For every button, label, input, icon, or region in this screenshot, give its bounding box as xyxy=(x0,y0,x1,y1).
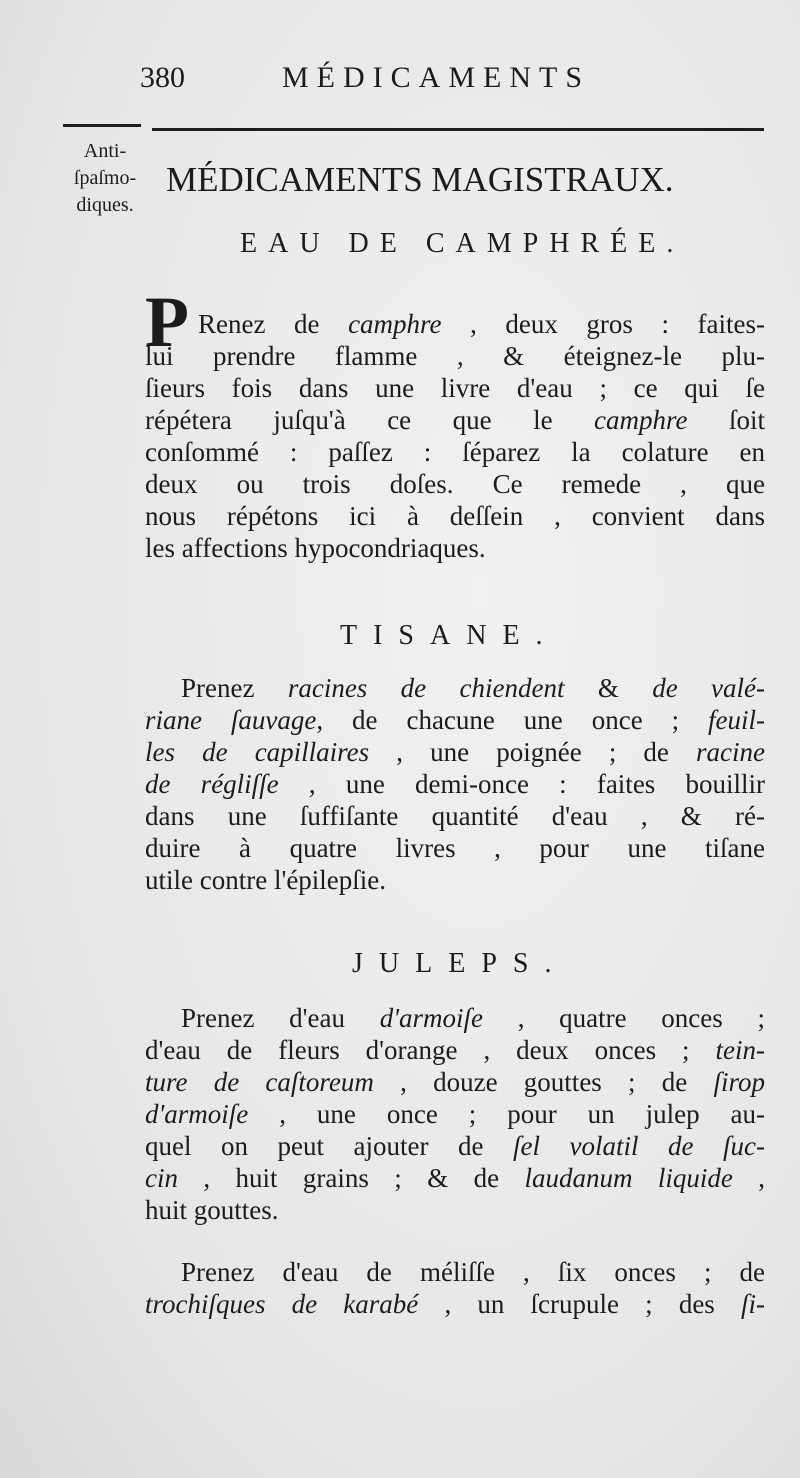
text-line: deux ou trois doſes. Ce remede , que xyxy=(145,469,765,499)
text-line: Prenez racines de chiendent & de valé- xyxy=(181,673,765,703)
header-rule xyxy=(152,128,764,131)
text-line: duire à quatre livres , pour une tiſane xyxy=(145,833,765,863)
section-title: MÉDICAMENTS MAGISTRAUX. xyxy=(166,160,674,199)
text-line: lui prendre flamme , & éteignez-le plu- xyxy=(145,341,765,371)
text-line: les de capillaires , une poignée ; de racine xyxy=(145,737,765,767)
page-number: 380 xyxy=(140,61,185,94)
margin-note-line: diques. xyxy=(76,194,134,216)
text-line: Prenez d'eau d'armoiſe , quatre onces ; xyxy=(181,1003,765,1033)
text-line: d'eau de fleurs d'orange , deux onces ; tein- xyxy=(145,1035,765,1065)
margin-note xyxy=(62,138,148,219)
text-line: riane ſauvage, de chacune une once ; feuil- xyxy=(145,705,766,735)
text-line: trochiſques de karabé , un ſcrupule ; des ſi- xyxy=(145,1289,765,1319)
text-line: Renez de camphre , deux gros : faites- xyxy=(198,309,765,339)
paragraph-tisane xyxy=(145,672,765,896)
paragraph-julep-2 xyxy=(145,1256,765,1320)
margin-note-line: ſpaſmo- xyxy=(73,167,137,189)
text-line: ſieurs fois dans une livre d'eau ; ce qui ſe xyxy=(145,373,765,403)
text-line: conſommé : paſſez : ſéparez la colature en xyxy=(145,437,765,467)
text-line: répétera juſqu'à ce que le camphre ſoit xyxy=(145,405,765,435)
text-line: cin , huit grains ; & de laudanum liquide , xyxy=(145,1163,765,1193)
paragraph-julep-1 xyxy=(145,1002,765,1226)
running-head xyxy=(140,58,760,98)
text-line: Prenez d'eau de méliſſe , ſix onces ; de xyxy=(181,1257,765,1287)
drop-cap: P xyxy=(145,282,189,362)
margin-rule xyxy=(63,124,141,127)
heading-eau-de-camphree: EAU DE CAMPHRÉE. xyxy=(240,228,685,259)
text-line: ture de caſtoreum , douze gouttes ; de ſirop xyxy=(145,1067,765,1097)
text-line: nous répétons ici à deſſein , convient dans xyxy=(145,501,765,531)
heading-juleps: JULEPS. xyxy=(352,948,568,979)
heading-tisane: TISANE. xyxy=(340,620,559,651)
text-line: utile contre l'épilepſie. xyxy=(145,865,387,895)
paragraph-eau-de-camphree xyxy=(145,308,765,564)
text-line: huit gouttes. xyxy=(145,1195,279,1225)
running-title: MÉDICAMENTS xyxy=(282,61,591,94)
text-line: d'armoiſe , une once ; pour un julep au- xyxy=(145,1099,765,1129)
text-line: de régliſſe , une demi-once : faites bouillir xyxy=(145,769,765,799)
text-line: quel on peut ajouter de ſel volatil de ſuc- xyxy=(145,1131,766,1161)
text-line: dans une ſuffiſante quantité d'eau , & ré- xyxy=(145,801,765,831)
margin-note-line: Anti- xyxy=(83,140,127,162)
text-line: les affections hypocondriaques. xyxy=(145,533,486,563)
